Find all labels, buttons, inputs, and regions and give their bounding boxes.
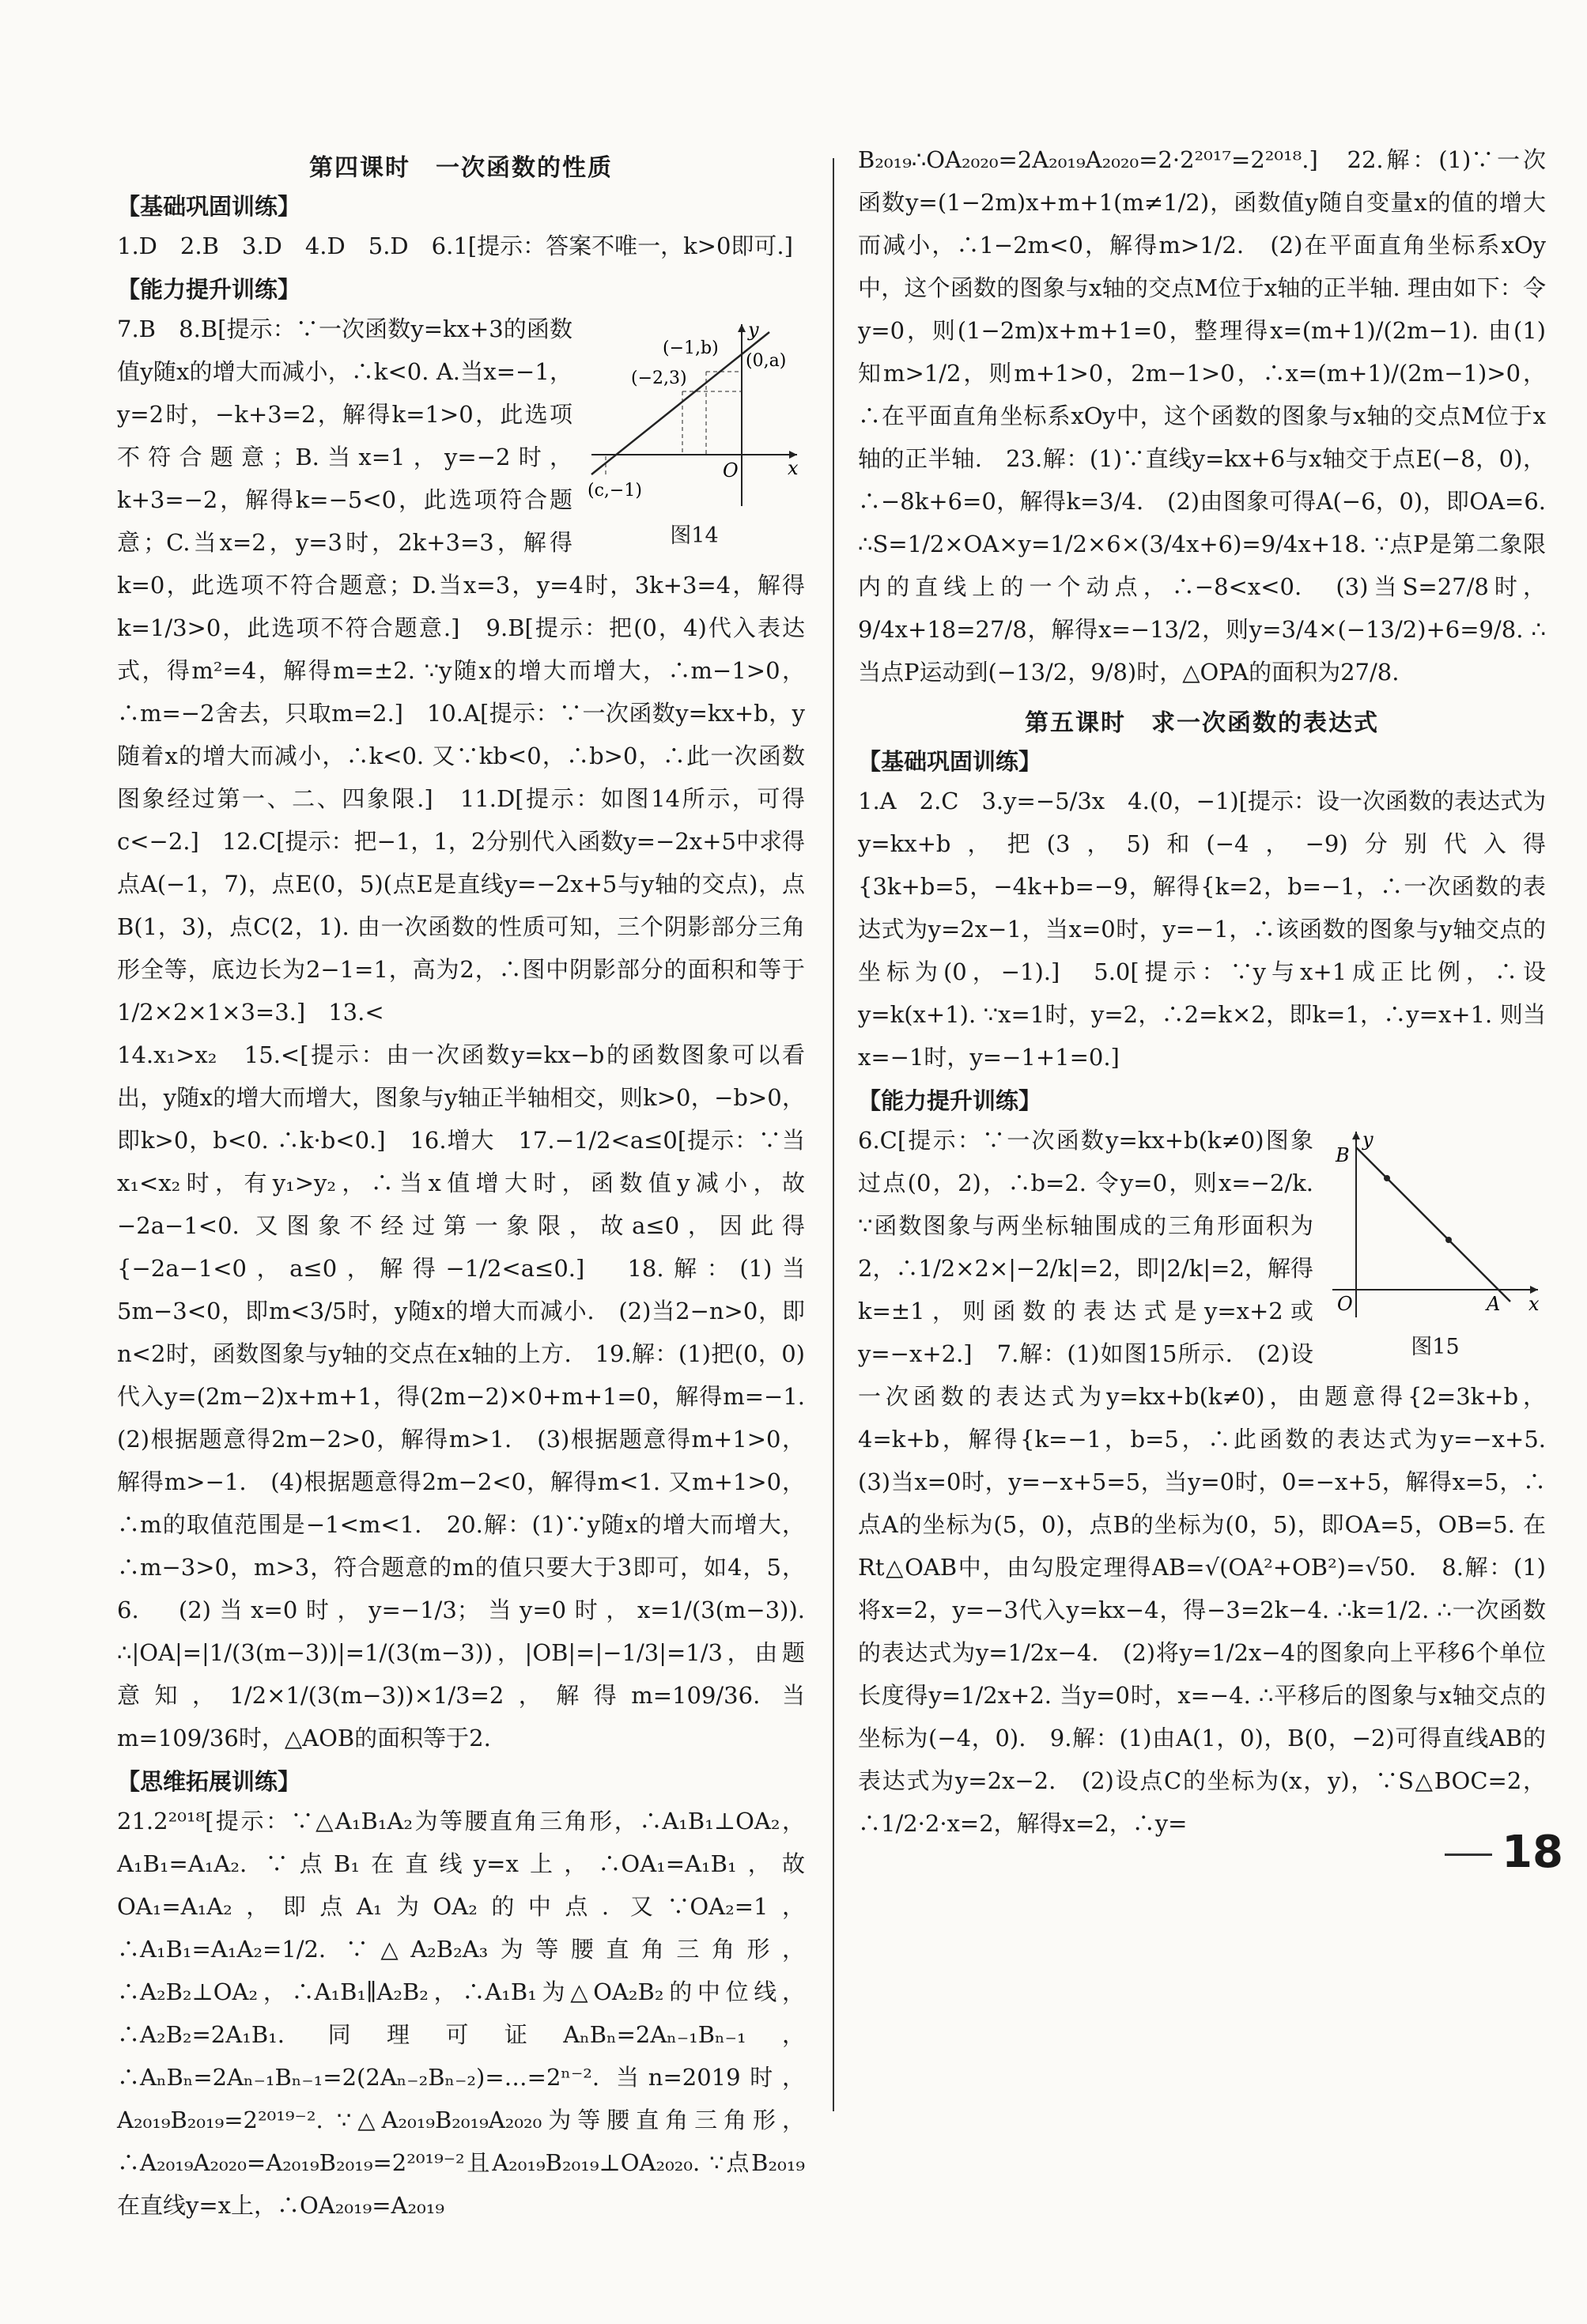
point-label-3: (0,a) xyxy=(746,351,787,371)
origin-label: O xyxy=(1337,1293,1353,1315)
point-label-4: (c,−1) xyxy=(588,481,642,501)
section-ability-answers-2: 6.C[提示：∵一次函数y=kx+b(k≠0)图象过点(0，2)，∴b=2. 令y=0，则x=−2/k. ∵函数图象与两坐标轴围成的三角形面积为2，∴1/2×2×|−2/k|=2，即|2/k|=2，解得k=±1，则函数的表达式是y=x+2或y=−x+2.] 7.解：(1)如图15所示. (2)设一次函数的表达式为y=kx+b(k≠0)，由题意得{2=3k+b，4=k+b，解得{k=−1，b=5，∴此函数的表达式为y=−x+5. (3)当x=0时，y=−x+5=5，当y=0时，0=−x+5，解得x=5，∴点A的坐标为(5，0)，点B的坐标为(0，5)，即OA=5，OB=5. 在Rt△OAB中，由勾股定理得AB=√(OA²+OB²)=√50. 8.解：(1)将x=2，y=−3代入y=kx−4，得−3=2k−4. ∴k=1/2. ∴一次函数的表达式为y=1/2x−4. (2)将y=1/2x−4的图象向上平移6个单位长度得y=1/2x+2. 当y=0时，x=−4. ∴平移后的图象与x轴交点的坐标为(−4，0). 9.解：(1)由A(1，0)，B(0，−2)可得直线AB的表达式为y=2x−2. (2)设点C的坐标为(x，y)，∵S△BOC=2，∴1/2·2·x=2，解得x=2，∴y= xyxy=(858,1127,1570,1837)
point-marker-1 xyxy=(1384,1175,1390,1181)
x-label: x xyxy=(1528,1293,1540,1315)
point-a-label: A xyxy=(1487,1293,1501,1315)
figure-14-graph xyxy=(584,312,805,518)
lesson-title-4: 第四课时 一次函数的性质 xyxy=(309,154,613,182)
section-ability-title: 【能力提升训练】 xyxy=(117,276,301,303)
section-ability-title-2: 【能力提升训练】 xyxy=(858,1087,1042,1114)
y-axis-arrow xyxy=(1352,1132,1360,1139)
section-thinking-answers: 21.2²⁰¹⁸[提示：∵△A₁B₁A₂为等腰直角三角形，∴A₁B₁⊥OA₂，A₁B₁=A₁A₂. ∵点B₁在直线y=x上，∴OA₁=A₁B₁，故OA₁=A₁A₂，即点A₁为OA₂的中点. 又∵OA₂=1，∴A₁B₁=A₁A₂=1/2. ∵△A₂B₂A₃为等腰直角三角形，∴A₂B₂⊥OA₂，∴A₁B₁∥A₂B₂，∴A₁B₁为△OA₂B₂的中位线，∴A₂B₂=2A₁B₁. 同理可证AₙBₙ=2Aₙ₋₁Bₙ₋₁，∴AₙBₙ=2Aₙ₋₁Bₙ₋₁=2(2Aₙ₋₂Bₙ₋₂)=…=2ⁿ⁻². 当n=2019时，A₂₀₁₉B₂₀₁₉=2²⁰¹⁹⁻². ∵△A₂₀₁₉B₂₀₁₉A₂₀₂₀为等腰直角三角形，∴A₂₀₁₉A₂₀₂₀=A₂₀₁₉B₂₀₁₉=2²⁰¹⁹⁻²且A₂₀₁₉B₂₀₁₉⊥OA₂₀₂₀. ∵点B₂₀₁₉在直线y=x上，∴OA₂₀₁₉=A₂₀₁₉ xyxy=(117,1808,805,2219)
figure-14-caption: 图14 xyxy=(670,523,719,548)
section-ability-answers-b: 14.x₁>x₂ 15.<[提示：由一次函数y=kx−b的函数图象可以看出，y随x的增大而增大，图象与y轴正半轴相交，则k>0，−b>0，即k>0，b<0. ∴k·b<0.] 16.增大 17.−1/2<a≤0[提示：∵当x₁<x₂时，有y₁>y₂，∴当x值增大时，函数值y减小，故−2a−1<0. 又图象不经过第一象限，故a≤0，因此得{−2a−1<0，a≤0，解得−1/2<a≤0.] 18.解：(1)当5m−3<0，即m<3/5时，y随x的增大而减小. (2)当2−n>0，即n<2时，函数图象与y轴的交点在x轴的上方. 19.解：(1)把(0，0)代入y=(2m−2)x+m+1，得(2m−2)×0+m+1=0，解得m=−1. (2)根据题意得2m−2>0，解得m>1. (3)根据题意得m+1>0，解得m>−1. (4)根据题意得2m−2<0，解得m<1. 又m+1>0，∴m的取值范围是−1<m<1. 20.解：(1)∵y随x的增大而增大，∴m−3>0，m>3，符合题意的m的值只要大于3即可，如4，5，6. (2)当x=0时，y=−1/3；当y=0时，x=1/(3(m−3)). ∴|OA|=|1/(3(m−3))|=1/(3(m−3))，|OB|=|−1/3|=1/3，由题意知，1/2×1/(3(m−3))×1/3=2，解得m=109/36. 当m=109/36时，△AOB的面积等于2. xyxy=(117,1041,829,1752)
right-column xyxy=(858,138,1570,1845)
graph-line xyxy=(1356,1147,1510,1302)
origin-label: O xyxy=(723,459,739,482)
y-label: y xyxy=(1362,1128,1374,1151)
figure-15 xyxy=(1324,1124,1546,1360)
section-ability-answers-a: 7.B 8.B[提示：∵一次函数y=kx+3的函数值y随x的增大而减小，∴k<0. A.当x=−1，y=2时，−k+3=2，解得k=1>0，此选项不符合题意；B.当x=1，y=−2时，k+3=−2，解得k=−5<0，此选项符合题意；C.当x=2，y=3时，2k+3=3，解得k=0，此选项不符合题意；D.当x=3，y=4时，3k+3=4，解得k=1/3>0，此选项不符合题意.] 9.B[提示：把(0，4)代入表达式，得m²=4，解得m=±2. ∵y随x的增大而增大，∴m−1>0，∴m=−2舍去，只取m=2.] 10.A[提示：∵一次函数y=kx+b，y随着x的增大而减小，∴k<0. 又∵kb<0，∴b>0，∴此一次函数图象经过第一、二、四象限.] 11.D[提示：如图14所示，可得c<−2.] 12.C[提示：把−1，1，2分别代入函数y=−2x+5中求得点A(−1，7)，点E(0，5)(点E是直线y=−2x+5与y轴的交点)，点B(1，3)，点C(2，1). 由一次函数的性质可知，三个阴影部分三角形全等，底边长为2−1=1，高为2，∴图中阴影部分的面积和等于1/2×2×1×3=3.] 13.< xyxy=(117,316,805,1026)
page-number-dash xyxy=(1445,1854,1492,1856)
left-column xyxy=(117,138,829,2227)
page-number: 18 xyxy=(1502,1827,1563,1878)
lesson-title-5: 第五课时 求一次函数的表达式 xyxy=(1025,709,1379,737)
right-continued-answers: B₂₀₁₉∴OA₂₀₂₀=2A₂₀₁₉A₂₀₂₀=2·2²⁰¹⁷=2²⁰¹⁸.] 22.解：(1)∵一次函数y=(1−2m)x+m+1(m≠1/2)，函数值y随自变量x的值的增大而减小，∴1−2m<0，解得m>1/2. (2)在平面直角坐标系xOy中，这个函数的图象与x轴的交点M位于x轴的正半轴. 理由如下：令y=0，则(1−2m)x+m+1=0，整理得x=(m+1)/(2m−1). 由(1)知m>1/2，则m+1>0，2m−1>0，∴x=(m+1)/(2m−1)>0，∴在平面直角坐标系xOy中，这个函数的图象与x轴的交点M位于x轴的正半轴. 23.解：(1)∵直线y=kx+6与x轴交于点E(−8，0)，∴−8k+6=0，解得k=3/4. (2)由图象可得A(−6，0)，即OA=6. ∴S=1/2×OA×y=1/2×6×(3/4x+6)=9/4x+18. ∵点P是第二象限内的直线上的一个动点，∴−8<x<0. (3)当S=27/8时，9/4x+18=27/8，解得x=−13/2，则y=3/4×(−13/2)+6=9/8. ∴当点P运动到(−13/2，9/8)时，△OPA的面积为27/8. xyxy=(858,146,1546,686)
figure-15-caption: 图15 xyxy=(1411,1335,1460,1359)
point-b-label: B xyxy=(1336,1144,1350,1166)
section-basic-title-2: 【基础巩固训练】 xyxy=(858,748,1042,775)
y-axis-arrow xyxy=(738,324,746,332)
point-label-1: (−1,b) xyxy=(663,338,719,358)
figure-15-graph xyxy=(1324,1124,1546,1329)
point-marker-2 xyxy=(1445,1237,1452,1243)
section-basic-title: 【基础巩固训练】 xyxy=(117,193,301,220)
point-label-2: (−2,3) xyxy=(631,368,687,388)
column-divider xyxy=(833,158,834,2111)
x-label: x xyxy=(788,457,799,479)
section-basic-answers: 1.D 2.B 3.D 4.D 5.D 6.1[提示：答案不唯一，k>0即可.] xyxy=(117,232,793,259)
section-thinking-title: 【思维拓展训练】 xyxy=(117,1768,301,1795)
y-label: y xyxy=(748,319,759,341)
section-basic-answers-2: 1.A 2.C 3.y=−5/3x 4.(0，−1)[提示：设一次函数的表达式为y=kx+b，把(3，5)和(−4，−9)分别代入得{3k+b=5，−4k+b=−9，解得{k=2，b=−1，∴一次函数的表达式为y=2x−1，当x=0时，y=−1，∴该函数的图象与y轴交点的坐标为(0，−1).] 5.0[提示：∵y与x+1成正比例，∴设y=k(x+1). ∵x=1时，y=2，∴2=k×2，即k=1，∴y=x+1. 则当x=−1时，y=−1+1=0.] xyxy=(858,788,1546,1071)
figure-14 xyxy=(584,312,805,549)
